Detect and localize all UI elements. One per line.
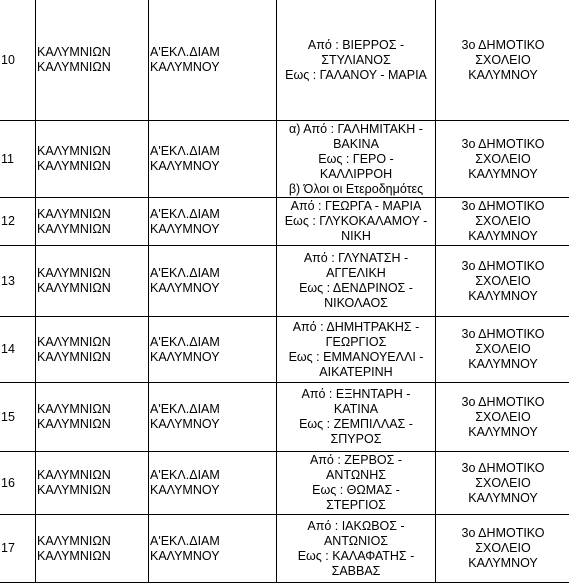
table-row (0, 121, 569, 198)
station-number: 17 (0, 515, 36, 583)
municipality-cell: ΚΑΛΥΜΝΙΩΝ ΚΑΛΥΜΝΙΩΝ (36, 198, 149, 246)
office-cell: Α'ΕΚΛ.ΔΙΑΜ ΚΑΛΥΜΝΟΥ (149, 383, 277, 452)
polling-place-cell: 3ο ΔΗΜΟΤΙΚΟ ΣΧΟΛΕΙΟ ΚΑΛΥΜΝΟΥ (436, 452, 569, 515)
office-cell: Α'ΕΚΛ.ΔΙΑΜ ΚΑΛΥΜΝΟΥ (149, 246, 277, 317)
municipality-cell: ΚΑΛΥΜΝΙΩΝ ΚΑΛΥΜΝΙΩΝ (36, 246, 149, 317)
office-cell: Α'ΕΚΛ.ΔΙΑΜ ΚΑΛΥΜΝΟΥ (149, 452, 277, 515)
municipality-cell: ΚΑΛΥΜΝΙΩΝ ΚΑΛΥΜΝΙΩΝ (36, 383, 149, 452)
table-row (0, 246, 569, 317)
polling-place-cell: 3ο ΔΗΜΟΤΙΚΟ ΣΧΟΛΕΙΟ ΚΑΛΥΜΝΟΥ (436, 198, 569, 246)
table-row (0, 383, 569, 452)
polling-place-cell: 3ο ΔΗΜΟΤΙΚΟ ΣΧΟΛΕΙΟ ΚΑΛΥΜΝΟΥ (436, 383, 569, 452)
office-cell: Α'ΕΚΛ.ΔΙΑΜ ΚΑΛΥΜΝΟΥ (149, 515, 277, 583)
office-cell: Α'ΕΚΛ.ΔΙΑΜ ΚΑΛΥΜΝΟΥ (149, 0, 277, 121)
station-number: 14 (0, 317, 36, 383)
station-number: 12 (0, 198, 36, 246)
surname-range-cell: α) Από : ΓΑΛΗΜΙΤΑΚΗ - ΒΑΚΙΝΑ Εως : ΓΕΡΟ - ΚΑΛΛΙΡΡΟΗ β) Όλοι οι Ετεροδημότες (277, 121, 436, 198)
station-number: 11 (0, 121, 36, 198)
surname-range-cell: Από : ΓΛΥΝΑΤΣΗ - ΑΓΓΕΛΙΚΗ Εως : ΔΕΝΔΡΙΝΟΣ - ΝΙΚΟΛΑΟΣ (277, 246, 436, 317)
municipality-cell: ΚΑΛΥΜΝΙΩΝ ΚΑΛΥΜΝΙΩΝ (36, 452, 149, 515)
polling-place-cell: 3ο ΔΗΜΟΤΙΚΟ ΣΧΟΛΕΙΟ ΚΑΛΥΜΝΟΥ (436, 246, 569, 317)
table-row (0, 515, 569, 583)
office-cell: Α'ΕΚΛ.ΔΙΑΜ ΚΑΛΥΜΝΟΥ (149, 317, 277, 383)
surname-range-cell: Από : ΖΕΡΒΟΣ - ΑΝΤΩΝΗΣ Εως : ΘΩΜΑΣ - ΣΤΕΡΓΙΟΣ (277, 452, 436, 515)
polling-place-cell: 3ο ΔΗΜΟΤΙΚΟ ΣΧΟΛΕΙΟ ΚΑΛΥΜΝΟΥ (436, 0, 569, 121)
surname-range-cell: Από : ΒΙΕΡΡΟΣ - ΣΤΥΛΙΑΝΟΣ Εως : ΓΑΛΑΝΟΥ - ΜΑΡΙΑ (277, 0, 436, 121)
station-number: 15 (0, 383, 36, 452)
municipality-cell: ΚΑΛΥΜΝΙΩΝ ΚΑΛΥΜΝΙΩΝ (36, 515, 149, 583)
office-cell: Α'ΕΚΛ.ΔΙΑΜ ΚΑΛΥΜΝΟΥ (149, 198, 277, 246)
municipality-cell: ΚΑΛΥΜΝΙΩΝ ΚΑΛΥΜΝΙΩΝ (36, 0, 149, 121)
polling-place-cell: 3ο ΔΗΜΟΤΙΚΟ ΣΧΟΛΕΙΟ ΚΑΛΥΜΝΟΥ (436, 515, 569, 583)
office-cell: Α'ΕΚΛ.ΔΙΑΜ ΚΑΛΥΜΝΟΥ (149, 121, 277, 198)
municipality-cell: ΚΑΛΥΜΝΙΩΝ ΚΑΛΥΜΝΙΩΝ (36, 121, 149, 198)
table-row (0, 452, 569, 515)
station-number: 10 (0, 0, 36, 121)
surname-range-cell: Από : ΓΕΩΡΓΑ - ΜΑΡΙΑ Εως : ΓΛΥΚΟΚΑΛΑΜΟΥ - ΝΙΚΗ (277, 198, 436, 246)
surname-range-cell: Από : ΔΗΜΗΤΡΑΚΗΣ - ΓΕΩΡΓΙΟΣ Εως : ΕΜΜΑΝΟΥΕΛΛΙ - ΑΙΚΑΤΕΡΙΝΗ (277, 317, 436, 383)
municipality-cell: ΚΑΛΥΜΝΙΩΝ ΚΑΛΥΜΝΙΩΝ (36, 317, 149, 383)
surname-range-cell: Από : ΙΑΚΩΒΟΣ - ΑΝΤΩΝΙΟΣ Εως : ΚΑΛΑΦΑΤΗΣ - ΣΑΒΒΑΣ (277, 515, 436, 583)
table-row (0, 198, 569, 246)
table-row (0, 317, 569, 383)
surname-range-cell: Από : ΕΞΗΝΤΑΡΗ - ΚΑΤΙΝΑ Εως : ΖΕΜΠΙΛΛΑΣ - ΣΠΥΡΟΣ (277, 383, 436, 452)
table-row (0, 0, 569, 121)
polling-place-cell: 3ο ΔΗΜΟΤΙΚΟ ΣΧΟΛΕΙΟ ΚΑΛΥΜΝΟΥ (436, 317, 569, 383)
polling-place-cell: 3ο ΔΗΜΟΤΙΚΟ ΣΧΟΛΕΙΟ ΚΑΛΥΜΝΟΥ (436, 121, 569, 198)
station-number: 16 (0, 452, 36, 515)
station-number: 13 (0, 246, 36, 317)
